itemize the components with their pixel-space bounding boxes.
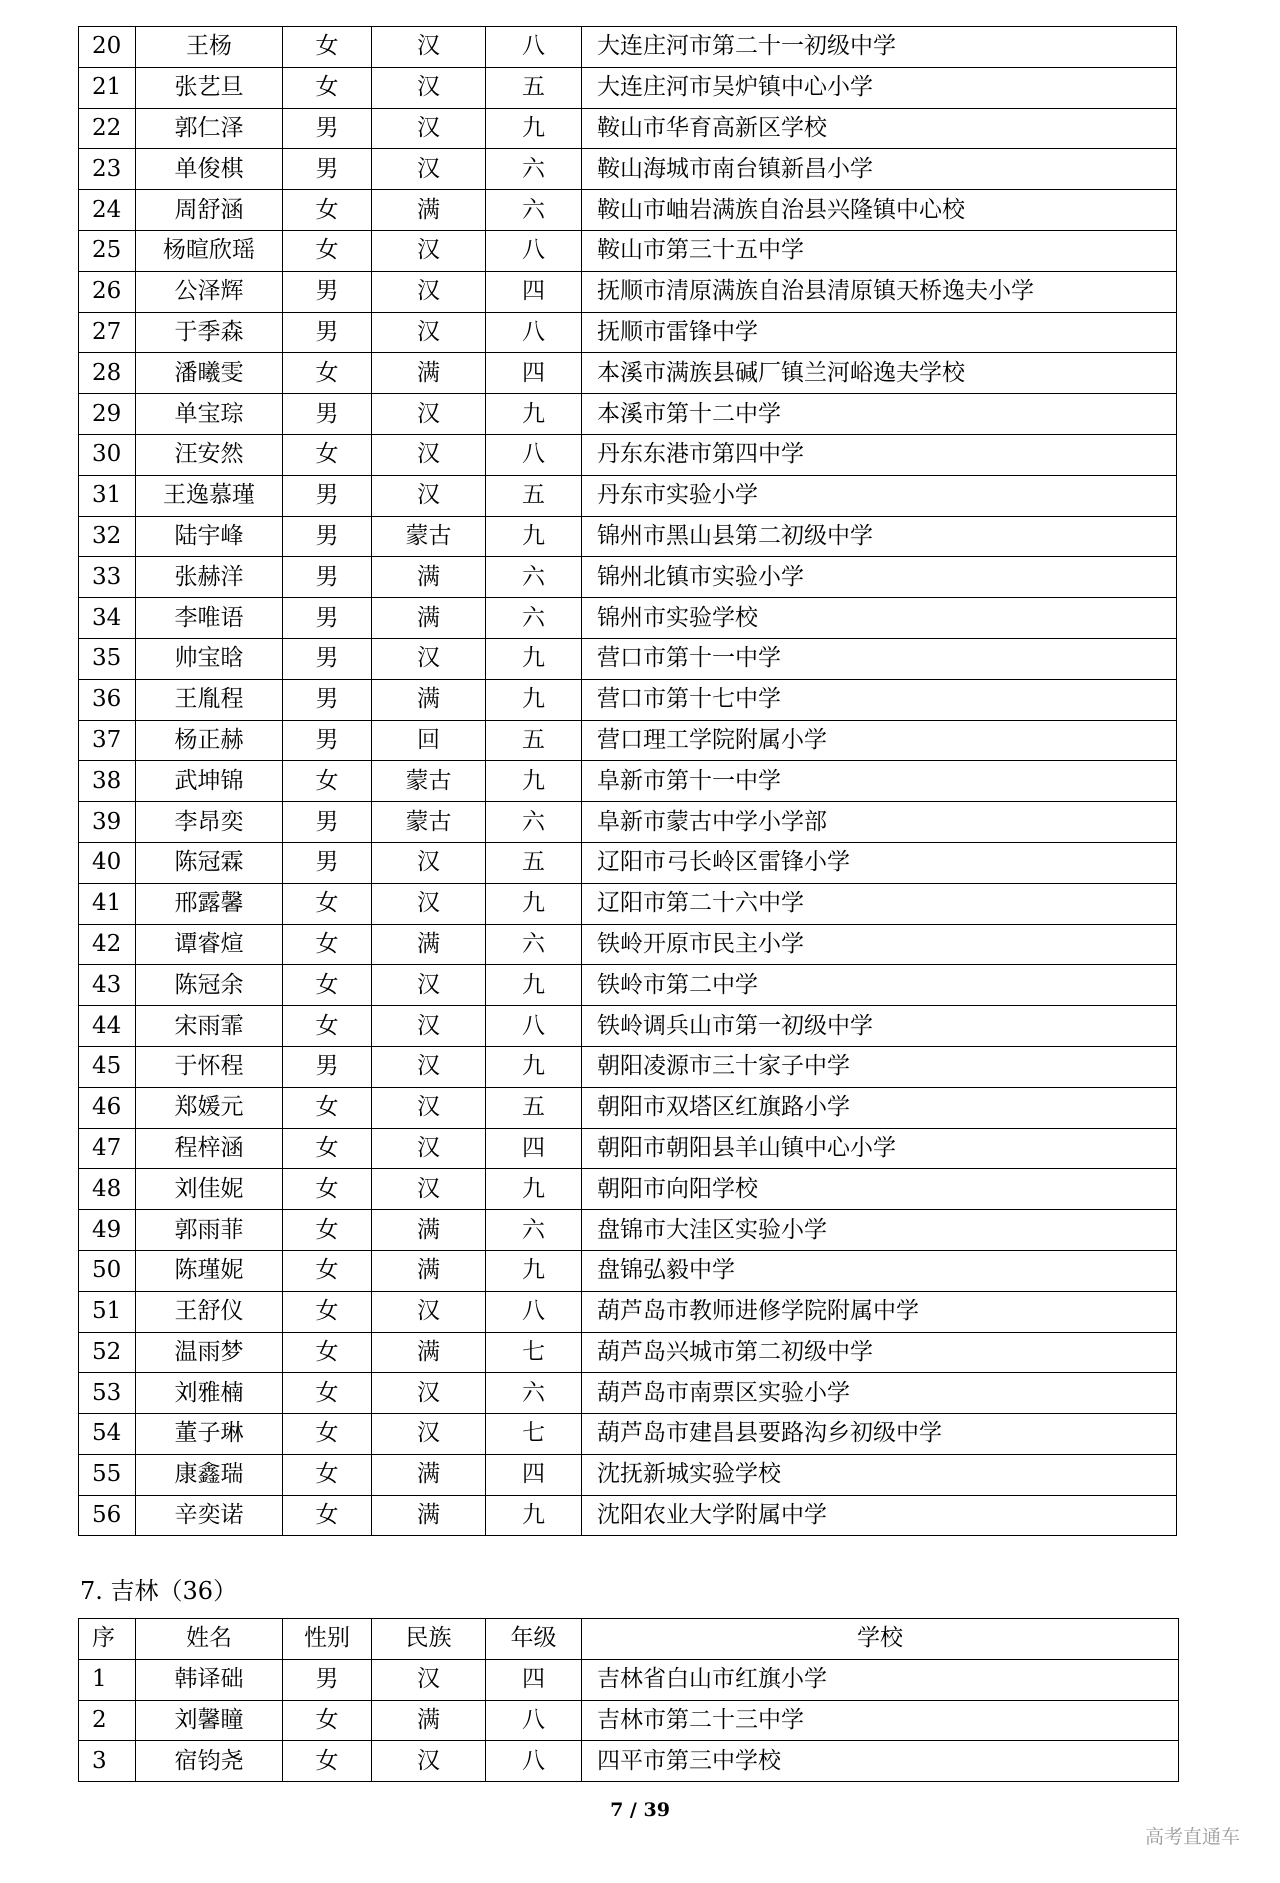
cell-sex: 女	[283, 1414, 372, 1455]
cell-school: 葫芦岛兴城市第二初级中学	[582, 1332, 1177, 1373]
cell-sex: 女	[283, 190, 372, 231]
cell-ethnicity: 汉	[372, 394, 486, 435]
cell-name: 宿钧尧	[136, 1741, 283, 1782]
cell-grade: 八	[486, 1006, 582, 1047]
cell-sex: 女	[283, 1332, 372, 1373]
cell-school: 四平市第三中学校	[582, 1741, 1179, 1782]
cell-sex: 男	[283, 679, 372, 720]
cell-sex: 女	[283, 434, 372, 475]
cell-grade: 七	[486, 1332, 582, 1373]
cell-ethnicity: 汉	[372, 1046, 486, 1087]
table-row	[79, 516, 1177, 557]
table-row	[79, 1700, 1179, 1741]
cell-ethnicity: 汉	[372, 67, 486, 108]
cell-ethnicity: 满	[372, 598, 486, 639]
cell-ethnicity: 汉	[372, 965, 486, 1006]
cell-name: 杨暄欣瑶	[136, 230, 283, 271]
cell-school: 抚顺市雷锋中学	[582, 312, 1177, 353]
table-row	[79, 842, 1177, 883]
cell-grade: 五	[486, 67, 582, 108]
table-row	[79, 230, 1177, 271]
cell-name: 宋雨霏	[136, 1006, 283, 1047]
cell-grade: 八	[486, 1291, 582, 1332]
cell-seq: 38	[79, 761, 136, 802]
cell-name: 公泽辉	[136, 271, 283, 312]
cell-ethnicity: 蒙古	[372, 802, 486, 843]
cell-sex: 男	[283, 516, 372, 557]
cell-sex: 男	[283, 271, 372, 312]
cell-name: 刘佳妮	[136, 1169, 283, 1210]
table-row	[79, 1046, 1177, 1087]
header-name: 姓名	[136, 1619, 283, 1660]
cell-name: 王杨	[136, 27, 283, 68]
cell-school: 阜新市蒙古中学小学部	[582, 802, 1177, 843]
watermark: 高考直通车	[1144, 1826, 1240, 1848]
cell-grade: 五	[486, 720, 582, 761]
cell-school: 鞍山海城市南台镇新昌小学	[582, 149, 1177, 190]
cell-seq: 36	[79, 679, 136, 720]
cell-name: 杨正赫	[136, 720, 283, 761]
table-row	[79, 638, 1177, 679]
cell-ethnicity: 汉	[372, 1169, 486, 1210]
cell-name: 程梓涵	[136, 1128, 283, 1169]
cell-ethnicity: 汉	[372, 312, 486, 353]
cell-ethnicity: 汉	[372, 883, 486, 924]
cell-seq: 42	[79, 924, 136, 965]
cell-sex: 男	[283, 842, 372, 883]
table-row	[79, 598, 1177, 639]
cell-grade: 八	[486, 1741, 582, 1782]
cell-ethnicity: 汉	[372, 1741, 486, 1782]
cell-school: 朝阳凌源市三十家子中学	[582, 1046, 1177, 1087]
cell-ethnicity: 满	[372, 1332, 486, 1373]
cell-name: 单俊棋	[136, 149, 283, 190]
header-school: 学校	[582, 1619, 1179, 1660]
cell-grade: 九	[486, 108, 582, 149]
cell-grade: 四	[486, 1128, 582, 1169]
cell-ethnicity: 汉	[372, 434, 486, 475]
cell-name: 于季森	[136, 312, 283, 353]
cell-seq: 46	[79, 1087, 136, 1128]
cell-school: 鞍山市第三十五中学	[582, 230, 1177, 271]
cell-sex: 女	[283, 1250, 372, 1291]
cell-school: 大连庄河市吴炉镇中心小学	[582, 67, 1177, 108]
cell-school: 营口市第十一中学	[582, 638, 1177, 679]
cell-grade: 七	[486, 1414, 582, 1455]
cell-ethnicity: 满	[372, 353, 486, 394]
cell-ethnicity: 汉	[372, 1087, 486, 1128]
cell-seq: 27	[79, 312, 136, 353]
cell-school: 铁岭市第二中学	[582, 965, 1177, 1006]
cell-grade: 八	[486, 312, 582, 353]
cell-seq: 50	[79, 1250, 136, 1291]
cell-school: 朝阳市向阳学校	[582, 1169, 1177, 1210]
cell-grade: 六	[486, 557, 582, 598]
table-row	[79, 1414, 1177, 1455]
cell-sex: 男	[283, 312, 372, 353]
cell-name: 潘曦雯	[136, 353, 283, 394]
cell-school: 营口市第十七中学	[582, 679, 1177, 720]
cell-seq: 44	[79, 1006, 136, 1047]
cell-seq: 51	[79, 1291, 136, 1332]
cell-grade: 九	[486, 516, 582, 557]
cell-ethnicity: 汉	[372, 149, 486, 190]
cell-school: 锦州市黑山县第二初级中学	[582, 516, 1177, 557]
cell-grade: 九	[486, 679, 582, 720]
cell-sex: 男	[283, 557, 372, 598]
cell-seq: 20	[79, 27, 136, 68]
table-row	[79, 27, 1177, 68]
cell-seq: 34	[79, 598, 136, 639]
cell-ethnicity: 满	[372, 1454, 486, 1495]
cell-school: 丹东市实验小学	[582, 475, 1177, 516]
cell-sex: 女	[283, 761, 372, 802]
cell-seq: 3	[79, 1741, 136, 1782]
cell-name: 刘馨瞳	[136, 1700, 283, 1741]
cell-sex: 女	[283, 1373, 372, 1414]
cell-sex: 男	[283, 1046, 372, 1087]
table-row	[79, 761, 1177, 802]
table-row	[79, 1373, 1177, 1414]
table-row	[79, 434, 1177, 475]
cell-sex: 女	[283, 1454, 372, 1495]
cell-grade: 六	[486, 1373, 582, 1414]
cell-sex: 男	[283, 1659, 372, 1700]
cell-seq: 26	[79, 271, 136, 312]
table-row	[79, 1210, 1177, 1251]
cell-seq: 52	[79, 1332, 136, 1373]
cell-name: 陈瑾妮	[136, 1250, 283, 1291]
cell-name: 康鑫瑞	[136, 1454, 283, 1495]
cell-sex: 女	[283, 1741, 372, 1782]
cell-name: 董子琳	[136, 1414, 283, 1455]
cell-school: 葫芦岛市南票区实验小学	[582, 1373, 1177, 1414]
table-row	[79, 475, 1177, 516]
student-table-body	[79, 1659, 1179, 1781]
cell-name: 郭雨菲	[136, 1210, 283, 1251]
cell-name: 王胤程	[136, 679, 283, 720]
cell-grade: 六	[486, 190, 582, 231]
cell-name: 李昂奕	[136, 802, 283, 843]
cell-school: 葫芦岛市教师进修学院附属中学	[582, 1291, 1177, 1332]
table-row	[79, 353, 1177, 394]
cell-seq: 48	[79, 1169, 136, 1210]
table-row	[79, 924, 1177, 965]
cell-school: 铁岭调兵山市第一初级中学	[582, 1006, 1177, 1047]
cell-sex: 女	[283, 1495, 372, 1536]
cell-school: 本溪市第十二中学	[582, 394, 1177, 435]
cell-name: 汪安然	[136, 434, 283, 475]
cell-grade: 六	[486, 149, 582, 190]
cell-seq: 40	[79, 842, 136, 883]
table-row	[79, 312, 1177, 353]
cell-grade: 八	[486, 434, 582, 475]
cell-grade: 六	[486, 598, 582, 639]
cell-ethnicity: 汉	[372, 1373, 486, 1414]
cell-sex: 女	[283, 1700, 372, 1741]
cell-grade: 八	[486, 1700, 582, 1741]
cell-seq: 30	[79, 434, 136, 475]
cell-name: 王舒仪	[136, 1291, 283, 1332]
cell-ethnicity: 汉	[372, 842, 486, 883]
cell-name: 武坤锦	[136, 761, 283, 802]
cell-sex: 女	[283, 230, 372, 271]
cell-grade: 八	[486, 27, 582, 68]
cell-sex: 女	[283, 67, 372, 108]
cell-ethnicity: 汉	[372, 1414, 486, 1455]
table-row	[79, 271, 1177, 312]
cell-seq: 45	[79, 1046, 136, 1087]
cell-grade: 六	[486, 802, 582, 843]
cell-ethnicity: 汉	[372, 27, 486, 68]
cell-name: 陆宇峰	[136, 516, 283, 557]
cell-name: 王逸慕瑾	[136, 475, 283, 516]
cell-seq: 55	[79, 1454, 136, 1495]
cell-school: 吉林省白山市红旗小学	[582, 1659, 1179, 1700]
cell-ethnicity: 满	[372, 190, 486, 231]
cell-sex: 男	[283, 149, 372, 190]
cell-ethnicity: 蒙古	[372, 761, 486, 802]
cell-sex: 男	[283, 638, 372, 679]
header-grade: 年级	[486, 1619, 582, 1660]
cell-grade: 九	[486, 394, 582, 435]
cell-grade: 五	[486, 842, 582, 883]
cell-school: 阜新市第十一中学	[582, 761, 1177, 802]
cell-sex: 女	[283, 924, 372, 965]
cell-school: 辽阳市弓长岭区雷锋小学	[582, 842, 1177, 883]
cell-grade: 九	[486, 638, 582, 679]
cell-grade: 九	[486, 761, 582, 802]
cell-school: 鞍山市华育高新区学校	[582, 108, 1177, 149]
cell-grade: 九	[486, 1495, 582, 1536]
table-row	[79, 1006, 1177, 1047]
cell-seq: 25	[79, 230, 136, 271]
cell-school: 抚顺市清原满族自治县清原镇天桥逸夫小学	[582, 271, 1177, 312]
cell-grade: 五	[486, 475, 582, 516]
cell-grade: 九	[486, 1046, 582, 1087]
section-title: 7. 吉林（36）	[80, 1577, 238, 1605]
cell-seq: 33	[79, 557, 136, 598]
table-row	[79, 1250, 1177, 1291]
cell-ethnicity: 汉	[372, 1659, 486, 1700]
cell-ethnicity: 回	[372, 720, 486, 761]
cell-ethnicity: 汉	[372, 271, 486, 312]
table-row	[79, 720, 1177, 761]
cell-ethnicity: 满	[372, 1250, 486, 1291]
cell-ethnicity: 汉	[372, 638, 486, 679]
cell-name: 谭睿煊	[136, 924, 283, 965]
cell-school: 盘锦弘毅中学	[582, 1250, 1177, 1291]
cell-seq: 54	[79, 1414, 136, 1455]
cell-seq: 41	[79, 883, 136, 924]
table-row	[79, 149, 1177, 190]
cell-school: 丹东东港市第四中学	[582, 434, 1177, 475]
cell-school: 铁岭开原市民主小学	[582, 924, 1177, 965]
cell-school: 本溪市满族县碱厂镇兰河峪逸夫学校	[582, 353, 1177, 394]
table-row	[79, 67, 1177, 108]
cell-ethnicity: 满	[372, 1210, 486, 1251]
cell-name: 于怀程	[136, 1046, 283, 1087]
cell-name: 张赫洋	[136, 557, 283, 598]
cell-seq: 23	[79, 149, 136, 190]
cell-sex: 女	[283, 1210, 372, 1251]
cell-sex: 女	[283, 1169, 372, 1210]
cell-sex: 女	[283, 883, 372, 924]
cell-seq: 49	[79, 1210, 136, 1251]
header-sex: 性别	[283, 1619, 372, 1660]
cell-school: 吉林市第二十三中学	[582, 1700, 1179, 1741]
cell-name: 陈冠余	[136, 965, 283, 1006]
cell-name: 韩译础	[136, 1659, 283, 1700]
cell-sex: 女	[283, 1291, 372, 1332]
cell-name: 陈冠霖	[136, 842, 283, 883]
cell-seq: 22	[79, 108, 136, 149]
cell-name: 周舒涵	[136, 190, 283, 231]
cell-seq: 43	[79, 965, 136, 1006]
cell-seq: 37	[79, 720, 136, 761]
cell-ethnicity: 满	[372, 679, 486, 720]
cell-seq: 2	[79, 1700, 136, 1741]
table-row	[79, 1169, 1177, 1210]
cell-sex: 女	[283, 353, 372, 394]
cell-ethnicity: 满	[372, 1495, 486, 1536]
cell-school: 朝阳市朝阳县羊山镇中心小学	[582, 1128, 1177, 1169]
cell-grade: 四	[486, 353, 582, 394]
cell-school: 辽阳市第二十六中学	[582, 883, 1177, 924]
cell-name: 邢露馨	[136, 883, 283, 924]
cell-ethnicity: 汉	[372, 230, 486, 271]
cell-name: 郑媛元	[136, 1087, 283, 1128]
cell-seq: 24	[79, 190, 136, 231]
cell-ethnicity: 满	[372, 557, 486, 598]
table-row	[79, 1741, 1179, 1782]
page-number: 7 / 39	[610, 1799, 670, 1821]
cell-school: 大连庄河市第二十一初级中学	[582, 27, 1177, 68]
table-row	[79, 557, 1177, 598]
cell-seq: 31	[79, 475, 136, 516]
cell-ethnicity: 满	[372, 1700, 486, 1741]
cell-ethnicity: 汉	[372, 1291, 486, 1332]
cell-ethnicity: 蒙古	[372, 516, 486, 557]
table-row	[79, 1291, 1177, 1332]
student-table-body	[79, 27, 1177, 1536]
cell-sex: 男	[283, 598, 372, 639]
student-table-continued	[78, 26, 1177, 1536]
cell-sex: 女	[283, 1006, 372, 1047]
cell-name: 辛奕诺	[136, 1495, 283, 1536]
student-table-jilin	[78, 1618, 1179, 1782]
table-row	[79, 679, 1177, 720]
cell-name: 帅宝晗	[136, 638, 283, 679]
cell-seq: 21	[79, 67, 136, 108]
cell-school: 朝阳市双塔区红旗路小学	[582, 1087, 1177, 1128]
cell-sex: 女	[283, 1087, 372, 1128]
table-row	[79, 802, 1177, 843]
cell-sex: 男	[283, 475, 372, 516]
cell-sex: 男	[283, 394, 372, 435]
cell-ethnicity: 满	[372, 924, 486, 965]
cell-ethnicity: 汉	[372, 1006, 486, 1047]
table-row	[79, 1087, 1177, 1128]
cell-sex: 女	[283, 965, 372, 1006]
table-row	[79, 965, 1177, 1006]
cell-grade: 四	[486, 1454, 582, 1495]
cell-grade: 八	[486, 230, 582, 271]
cell-name: 温雨梦	[136, 1332, 283, 1373]
table-row	[79, 1128, 1177, 1169]
table-row	[79, 108, 1177, 149]
cell-name: 单宝琮	[136, 394, 283, 435]
header-seq: 序	[79, 1619, 136, 1660]
cell-grade: 九	[486, 965, 582, 1006]
table-row	[79, 1332, 1177, 1373]
cell-grade: 四	[486, 1659, 582, 1700]
cell-school: 沈抚新城实验学校	[582, 1454, 1177, 1495]
cell-grade: 四	[486, 271, 582, 312]
table-row	[79, 190, 1177, 231]
cell-ethnicity: 汉	[372, 475, 486, 516]
cell-grade: 六	[486, 1210, 582, 1251]
cell-seq: 32	[79, 516, 136, 557]
cell-seq: 47	[79, 1128, 136, 1169]
cell-sex: 女	[283, 1128, 372, 1169]
cell-school: 沈阳农业大学附属中学	[582, 1495, 1177, 1536]
cell-ethnicity: 汉	[372, 1128, 486, 1169]
table-row	[79, 1659, 1179, 1700]
cell-name: 刘雅楠	[136, 1373, 283, 1414]
table-row	[79, 1495, 1177, 1536]
cell-school: 鞍山市岫岩满族自治县兴隆镇中心校	[582, 190, 1177, 231]
cell-school: 盘锦市大洼区实验小学	[582, 1210, 1177, 1251]
cell-seq: 53	[79, 1373, 136, 1414]
cell-sex: 男	[283, 108, 372, 149]
cell-seq: 1	[79, 1659, 136, 1700]
header-ethnicity: 民族	[372, 1619, 486, 1660]
table-row	[79, 883, 1177, 924]
table-row	[79, 394, 1177, 435]
cell-seq: 39	[79, 802, 136, 843]
cell-grade: 六	[486, 924, 582, 965]
cell-grade: 五	[486, 1087, 582, 1128]
cell-name: 郭仁泽	[136, 108, 283, 149]
table-row	[79, 1454, 1177, 1495]
cell-grade: 九	[486, 1169, 582, 1210]
cell-school: 葫芦岛市建昌县要路沟乡初级中学	[582, 1414, 1177, 1455]
cell-seq: 29	[79, 394, 136, 435]
cell-sex: 男	[283, 720, 372, 761]
cell-seq: 35	[79, 638, 136, 679]
cell-grade: 九	[486, 1250, 582, 1291]
cell-school: 锦州北镇市实验小学	[582, 557, 1177, 598]
cell-sex: 男	[283, 802, 372, 843]
table-header-row	[79, 1619, 1179, 1660]
cell-ethnicity: 汉	[372, 108, 486, 149]
cell-seq: 56	[79, 1495, 136, 1536]
cell-sex: 女	[283, 27, 372, 68]
cell-school: 锦州市实验学校	[582, 598, 1177, 639]
cell-seq: 28	[79, 353, 136, 394]
cell-grade: 九	[486, 883, 582, 924]
cell-school: 营口理工学院附属小学	[582, 720, 1177, 761]
cell-name: 张艺旦	[136, 67, 283, 108]
cell-name: 李唯语	[136, 598, 283, 639]
